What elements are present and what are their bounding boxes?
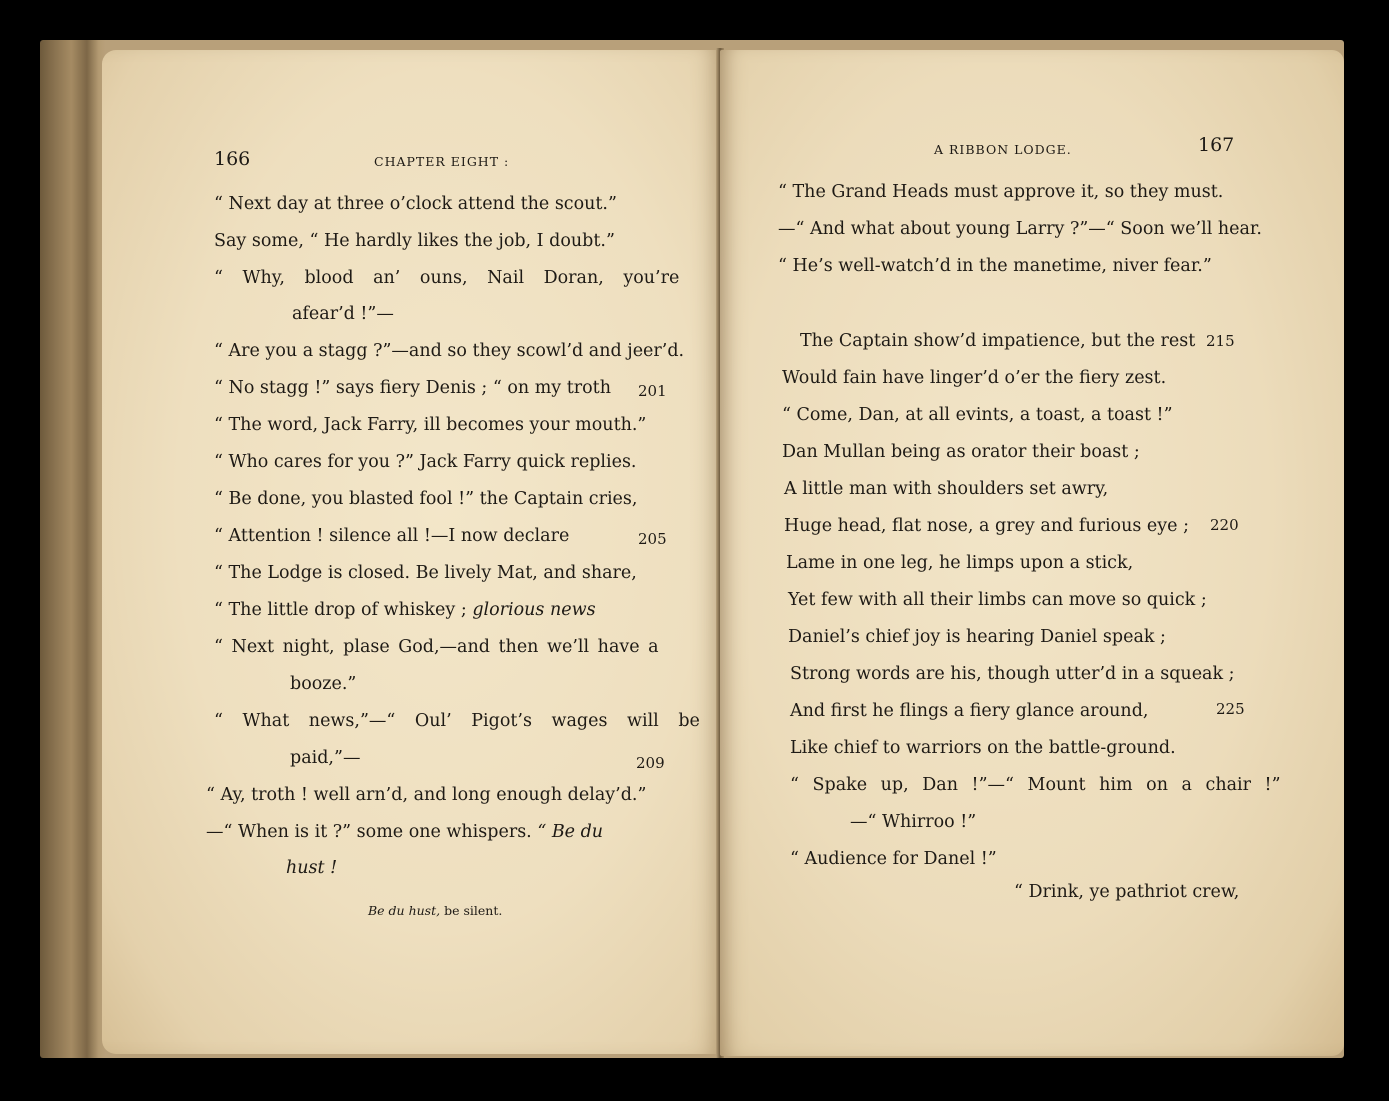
verse-line: “ Spake up, Dan !”—“ Mount him on a chair !” <box>790 775 1281 795</box>
verse-line: Strong words are his, though utter’d in a squeak ; <box>790 664 1235 684</box>
verse-line: A little man with shoulders set awry, <box>784 479 1109 499</box>
footnote-gloss: be silent. <box>444 903 503 918</box>
verse-line <box>214 602 596 620</box>
verse-line: Dan Mullan being as orator their boast ; <box>782 442 1140 462</box>
verse-line: Yet few with all their limbs can move so quick ; <box>788 590 1207 610</box>
verse-line: Say some, “ He hardly likes the job, I doubt.” <box>214 231 615 251</box>
verse-line: —“ Whirroo !” <box>850 812 977 832</box>
left-page <box>102 50 720 1054</box>
line-number: 225 <box>1216 700 1245 718</box>
verse-line: afear’d !”— <box>292 304 394 324</box>
verse-line: Huge head, flat nose, a grey and furious eye ; <box>784 516 1189 536</box>
verse-line: “ Audience for Danel !” <box>790 849 997 869</box>
footnote-term: Be du hust, <box>368 903 441 918</box>
line-number: 220 <box>1210 516 1239 534</box>
verse-line: “ Be done, you blasted fool !” the Captain cries, <box>214 489 638 509</box>
line-number: 201 <box>638 382 667 400</box>
verse-line: The Captain show’d impatience, but the rest <box>800 331 1196 351</box>
right-page <box>720 50 1344 1056</box>
verse-line: “ What news,”—“ Oul’ Pigot’s wages will be <box>214 711 700 731</box>
verse-line: “ Ay, troth ! well arn’d, and long enough delay’d.” <box>206 785 647 805</box>
verse-line: —“ And what about young Larry ?”—“ Soon we’ll hear. <box>778 219 1262 239</box>
italic-phrase: “ Be du <box>537 822 604 842</box>
verse-line: hust ! <box>286 858 338 878</box>
verse-line: Daniel’s chief joy is hearing Daniel speak ; <box>788 627 1166 647</box>
verse-text: “ The little drop of whiskey ; <box>214 600 467 620</box>
italic-phrase: glorious news <box>472 600 596 620</box>
verse-text: —“ When is it ?” some one whispers. <box>206 822 532 842</box>
line-number: 209 <box>636 754 665 772</box>
verse-line: “ The Lodge is closed. Be lively Mat, and share, <box>214 563 637 583</box>
verse-line: “ Attention ! silence all !—I now declare <box>214 526 570 546</box>
page-number: 166 <box>214 148 251 170</box>
running-head: CHAPTER EIGHT : <box>374 154 510 169</box>
verse-line: “ Come, Dan, at all evints, a toast, a toast !” <box>782 405 1173 425</box>
verse-line: “ Are you a stagg ?”—and so they scowl’d and jeer’d. <box>214 341 685 361</box>
line-number: 215 <box>1206 332 1235 350</box>
verse-line: “ The word, Jack Farry, ill becomes your mouth.” <box>214 415 647 435</box>
footnote <box>368 903 502 918</box>
verse-line: “ The Grand Heads must approve it, so they must. <box>778 182 1224 202</box>
verse-line: Would fain have linger’d o’er the fiery zest. <box>782 368 1167 388</box>
verse-line: “ He’s well-watch’d in the manetime, niver fear.” <box>778 256 1212 276</box>
verse-line <box>206 824 603 842</box>
verse-line: And first he flings a fiery glance around, <box>790 701 1149 721</box>
running-head: A RIBBON LODGE. <box>934 142 1072 157</box>
verse-line: “ Drink, ye pathriot crew, <box>1014 882 1240 902</box>
page-number: 167 <box>1198 134 1235 156</box>
verse-line: paid,”— <box>290 748 361 768</box>
open-book <box>40 40 1344 1058</box>
verse-line: “ Why, blood an’ ouns, Nail Doran, you’re <box>214 268 680 288</box>
verse-line: booze.” <box>290 674 357 694</box>
verse-line: “ Next night, plase God,—and then we’ll have a <box>214 637 659 657</box>
verse-line: “ Who cares for you ?” Jack Farry quick replies. <box>214 452 637 472</box>
verse-line: Like chief to warriors on the battle-ground. <box>790 738 1176 758</box>
verse-line: “ No stagg !” says fiery Denis ; “ on my troth <box>214 378 611 398</box>
verse-line: “ Next day at three o’clock attend the scout.” <box>214 194 617 214</box>
verse-line: Lame in one leg, he limps upon a stick, <box>786 553 1134 573</box>
line-number: 205 <box>638 530 667 548</box>
